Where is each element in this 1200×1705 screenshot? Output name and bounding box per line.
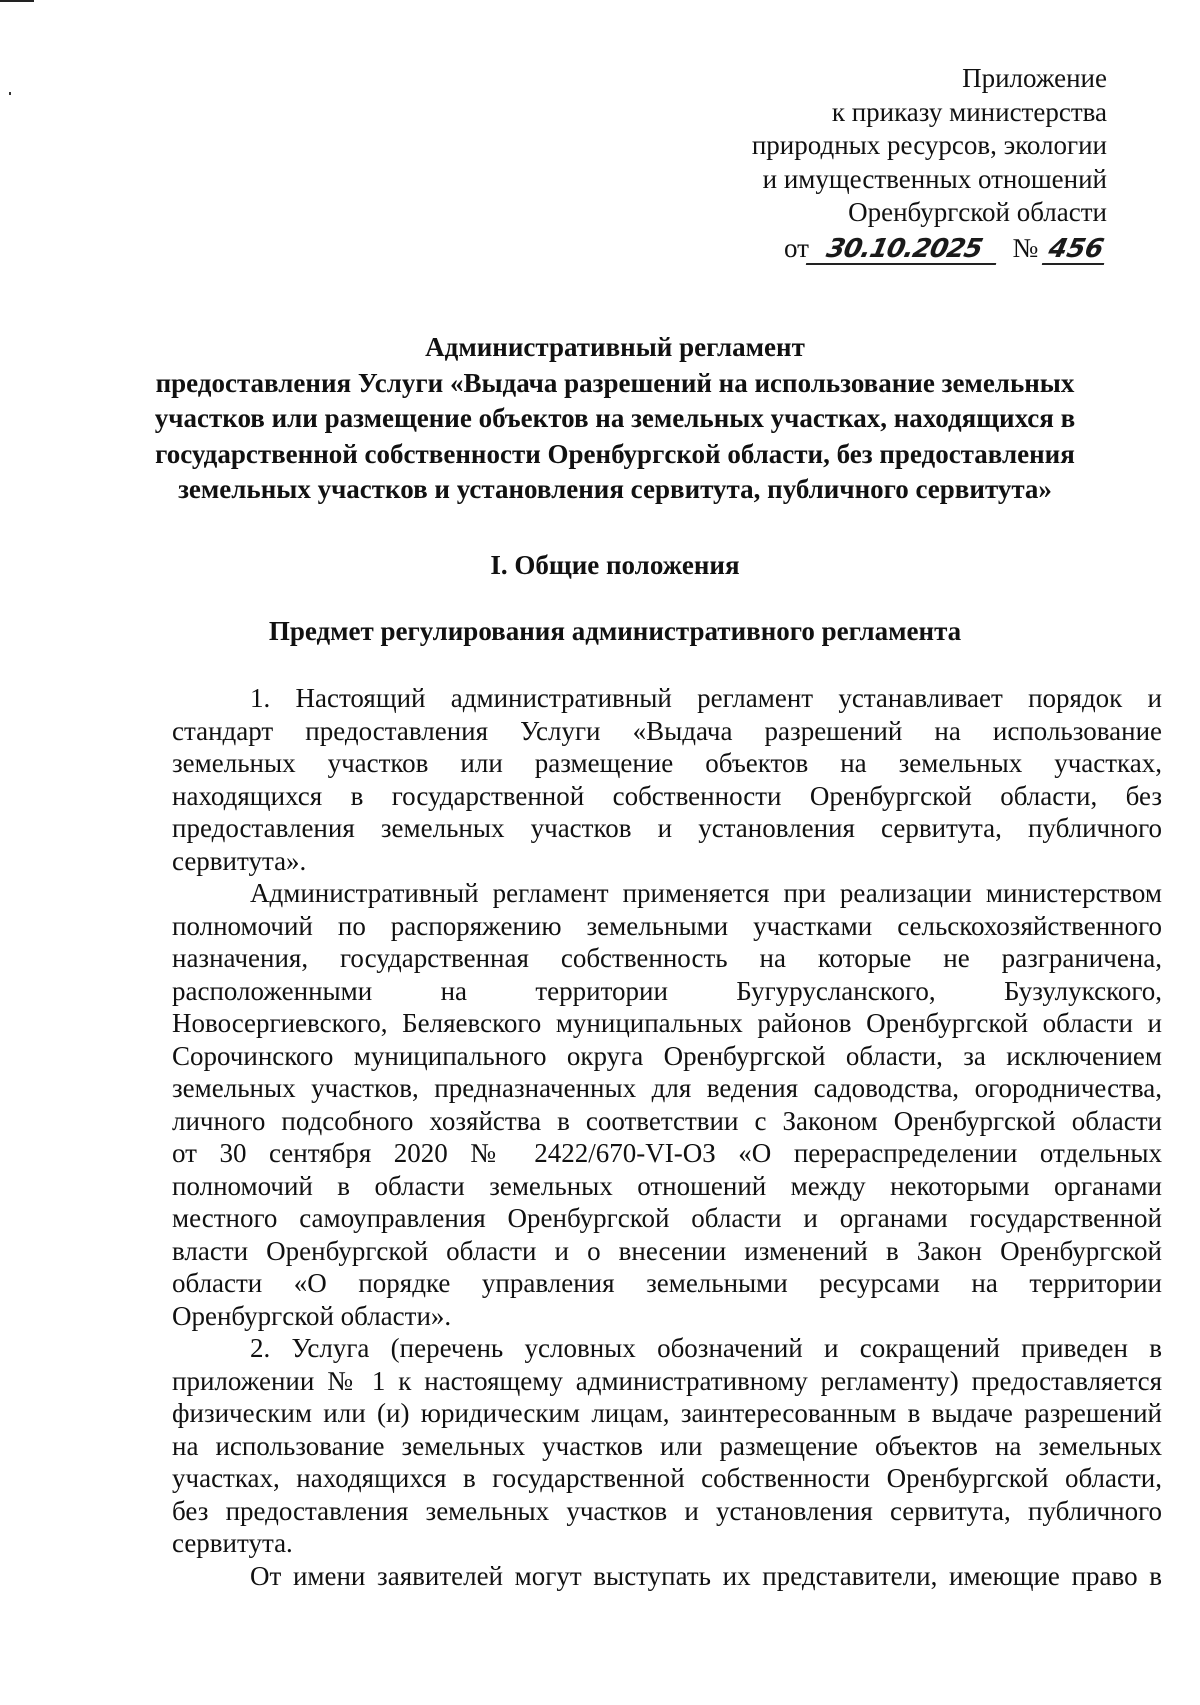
- text-line: 1. Настоящий административный регламент устанавливает порядок и: [250, 683, 1162, 713]
- text-line: От имени заявителей могут выступать их представители, имеющие право в: [250, 1560, 1162, 1591]
- approval-line: к приказу министерства: [831, 96, 1107, 127]
- title-line: Административный регламент: [425, 332, 805, 362]
- text-line: Сорочинского муниципального округа Оренбургской области, за исключением: [172, 1040, 1162, 1071]
- scan-corner-mark: [0, 0, 34, 2]
- text-line: приложении № 1 к настоящему административному регламенту) предоставляется: [172, 1365, 1162, 1396]
- approval-line: Оренбургской области: [848, 197, 1107, 227]
- number-prefix: №: [1012, 232, 1039, 263]
- text-line: Новосергиевского, Беляевского муниципальных районов Оренбургской области и: [172, 1008, 1162, 1038]
- text-line: назначения, государственная собственность на которые не разграничена,: [172, 943, 1162, 973]
- text-line: расположенными на территории Бугурусланского, Бузулукского,: [172, 975, 1162, 1006]
- text-line: без предоставления земельных участков и установления сервитута, публичного: [172, 1495, 1162, 1526]
- text-line: Административный регламент применяется при реализации министерством: [250, 878, 1162, 908]
- approval-line: природных ресурсов, экологии: [751, 130, 1107, 160]
- text-line: полномочий по распоряжению земельными участками сельскохозяйственного: [172, 910, 1162, 941]
- handwritten-number: 456: [1042, 235, 1110, 265]
- text-line: участках, находящихся в государственной собственности Оренбургской области,: [172, 1463, 1162, 1493]
- scan-margin-dot: [9, 92, 11, 95]
- text-line: полномочий в области земельных отношений между некоторыми органами: [172, 1170, 1162, 1201]
- date-prefix: от: [784, 232, 809, 263]
- text-line: сервитута.: [172, 1528, 293, 1558]
- paragraph-1: [172, 682, 1162, 877]
- document-title: [150, 330, 1080, 508]
- text-line: на использование земельных участков или размещение объектов на земельных: [172, 1430, 1162, 1461]
- title-line: земельных участков и установления сервитута, публичного сервитута»: [178, 474, 1052, 504]
- approval-block: [752, 62, 1107, 265]
- title-line: предоставления Услуги «Выдача разрешений на использование земельных: [155, 367, 1075, 398]
- text-line: Оренбургской области».: [172, 1300, 452, 1331]
- handwritten-date: 30.10.2025: [806, 235, 1002, 265]
- text-line: находящихся в государственной собственности Оренбургской области, без: [172, 780, 1162, 811]
- section-subheading: Предмет регулирования административного регламента: [268, 616, 962, 646]
- text-line: стандарт предоставления Услуги «Выдача разрешений на использование: [172, 715, 1162, 746]
- section-heading: I. Общие положения: [490, 550, 740, 580]
- paragraph-2: [172, 877, 1162, 1332]
- approval-line: и имущественных отношений: [762, 163, 1107, 194]
- body-text: [172, 682, 1162, 1592]
- text-line: власти Оренбургской области и о внесении изменений в Закон Оренбургской: [172, 1235, 1162, 1266]
- text-line: 2. Услуга (перечень условных обозначений и сокращений приведен в: [250, 1333, 1162, 1363]
- text-line: земельных участков, предназначенных для ведения садоводства, огородничества,: [172, 1073, 1162, 1103]
- order-date-number-row: [752, 232, 1107, 266]
- text-line: предоставления земельных участков и установления сервитута, публичного: [172, 813, 1162, 843]
- text-line: физическим или (и) юридическим лицам, заинтересованным в выдаче разрешений: [172, 1398, 1162, 1428]
- text-line: сервитута».: [172, 845, 307, 876]
- text-line: местного самоуправления Оренбургской области и органами государственной: [172, 1203, 1162, 1233]
- title-line: участков или размещение объектов на земельных участках, находящихся в: [154, 403, 1076, 433]
- text-line: личного подсобного хозяйства в соответствии с Законом Оренбургской области: [172, 1105, 1162, 1136]
- text-line: области «О порядке управления земельными ресурсами на территории: [172, 1268, 1162, 1298]
- title-line: государственной собственности Оренбургской области, без предоставления: [155, 438, 1075, 469]
- paragraph-4: [172, 1560, 1162, 1593]
- text-line: от 30 сентября 2020 № 2422/670-VI-ОЗ «О перераспределении отдельных: [172, 1138, 1162, 1168]
- paragraph-3: [172, 1332, 1162, 1560]
- text-line: земельных участков или размещение объектов на земельных участках,: [172, 748, 1162, 778]
- approval-line: Приложение: [962, 63, 1107, 93]
